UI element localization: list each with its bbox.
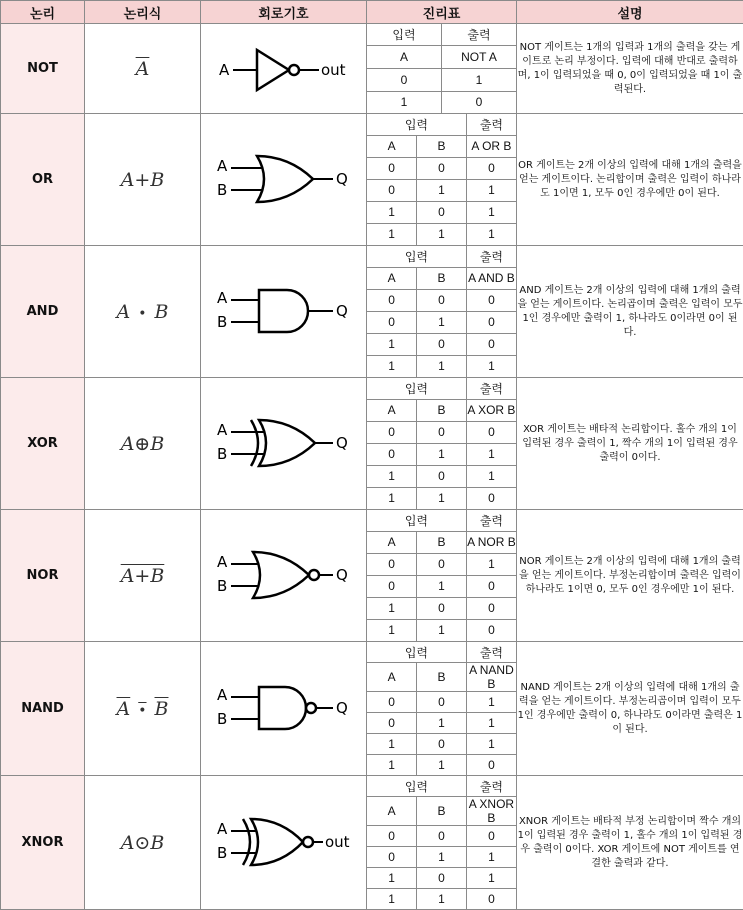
gate-description: XOR 게이트는 배타적 논리합이다. 홀수 개의 1이 입력된 경우 출력이 1, 짝수 개의 1이 입력된 경우 출력이 0이다. xyxy=(517,378,743,510)
gate-description: OR 게이트는 2개 이상의 입력에 대해 1개의 출력을 얻는 게이트이다. 논리합이며 출력은 입력이 하나라도 1이면 1, 모두 0인 경우에만 0이 된다. xyxy=(517,114,743,246)
symbol-label: B xyxy=(217,577,227,595)
truth-table-cell xyxy=(367,642,517,776)
truth-table-cell-value: 0 xyxy=(417,553,467,575)
or-gate-symbol xyxy=(201,114,367,246)
header-logic: 논리 xyxy=(1,1,85,24)
gate-name: NOR xyxy=(1,510,85,642)
truth-table-cell-value: 1 xyxy=(417,889,467,910)
truth-table-cell-value: 1 xyxy=(466,201,516,223)
gate-description: NAND 게이트는 2개 이상의 입력에 대해 1개의 출력을 얻는 게이트이다. 부정논리곱이며 입력이 모두 1인 경우에만 출력이 0, 하나라도 0이라면 출력은 1이 된다. xyxy=(517,642,743,776)
truth-table-cell-value: 출력 xyxy=(466,776,516,797)
truth-table-row xyxy=(367,663,516,692)
gate-row-and xyxy=(1,246,743,378)
gate-expression: A • B xyxy=(85,642,201,776)
gate-name: XOR xyxy=(1,378,85,510)
gate-expression: A+B xyxy=(85,114,201,246)
truth-table-row xyxy=(367,399,516,421)
truth-table-row xyxy=(367,487,516,509)
header-row xyxy=(1,1,743,24)
truth-table-row xyxy=(367,179,516,201)
truth-table-cell-value: 1 xyxy=(367,734,417,755)
truth-table-cell-value: 1 xyxy=(417,223,467,245)
truth-table-cell-value: 1 xyxy=(367,597,417,619)
xnor-gate-icon xyxy=(209,803,359,883)
truth-table-row xyxy=(367,797,516,826)
nand-gate-symbol xyxy=(201,642,367,776)
truth-table-cell-value: 1 xyxy=(367,333,417,355)
truth-table-cell-value: A xyxy=(367,46,442,69)
truth-table-row xyxy=(367,826,516,847)
truth-table-row xyxy=(367,510,516,531)
gate-description: AND 게이트는 2개 이상의 입력에 대해 1개의 출력을 얻는 게이트이다. 논리곱이며 출력은 입력이 모두 1인 경우에만 출력이 1, 하나라도 0이라면 0이 된다. xyxy=(517,246,743,378)
truth-table-row xyxy=(367,755,516,776)
truth-table-row xyxy=(367,289,516,311)
symbol-label: out xyxy=(325,833,350,851)
truth-table-cell-value: 1 xyxy=(367,201,417,223)
truth-table-cell-value: 출력 xyxy=(466,642,516,663)
gate-row-xor xyxy=(1,378,743,510)
truth-table-cell-value: 1 xyxy=(466,868,516,889)
symbol-label: B xyxy=(217,181,227,199)
symbol-label: A xyxy=(217,157,228,175)
xor-gate-symbol xyxy=(201,378,367,510)
gate-description: NOT 게이트는 1개의 입력과 1개의 출력을 갖는 게이트로 논리 부정이다. 입력에 대해 반대로 출력하며, 1이 입력되었을 때 0, 0이 입력되었을 때 1이 출력된다. xyxy=(517,24,743,114)
gate-row-not xyxy=(1,24,743,114)
gate-name: OR xyxy=(1,114,85,246)
truth-table-cell xyxy=(367,114,517,246)
truth-table-row xyxy=(367,333,516,355)
truth-table-cell-value: 0 xyxy=(466,889,516,910)
truth-table-cell xyxy=(367,378,517,510)
truth-table-cell-value: 1 xyxy=(466,734,516,755)
truth-table-cell-value: B xyxy=(417,399,467,421)
gate-row-nor xyxy=(1,510,743,642)
truth-table-row xyxy=(367,246,516,267)
truth-table-cell-value: 0 xyxy=(417,597,467,619)
gate-expression: A⊕B xyxy=(85,378,201,510)
not-gate-icon xyxy=(209,34,359,104)
truth-table-cell-value: 출력 xyxy=(466,378,516,399)
truth-table-cell-value: 0 xyxy=(466,755,516,776)
gate-name: AND xyxy=(1,246,85,378)
truth-table-row xyxy=(367,531,516,553)
and-gate-icon xyxy=(209,272,359,352)
truth-table-cell-value: 0 xyxy=(367,713,417,734)
truth-table-cell-value: 1 xyxy=(417,755,467,776)
and-operator-dot: • xyxy=(138,703,146,719)
truth-table-cell xyxy=(367,776,517,910)
symbol-label: A xyxy=(219,61,230,79)
truth-table-cell-value: 입력 xyxy=(367,776,466,797)
xnor-gate-symbol xyxy=(201,776,367,910)
truth-table-cell-value: B xyxy=(417,531,467,553)
gate-row-or xyxy=(1,114,743,246)
truth-table-cell-value: 1 xyxy=(442,68,517,91)
truth-table-row xyxy=(367,114,516,135)
truth-table-cell-value: A xyxy=(367,531,417,553)
truth-table-cell-value: 0 xyxy=(367,68,442,91)
truth-table-cell-value: 0 xyxy=(367,289,417,311)
truth-table-cell-value: 0 xyxy=(466,826,516,847)
and-operator-dot: • xyxy=(138,306,146,322)
truth-table-nand xyxy=(367,642,516,775)
truth-table-cell-value: 0 xyxy=(417,692,467,713)
truth-table-cell-value: 1 xyxy=(466,179,516,201)
truth-table-cell-value: 0 xyxy=(367,847,417,868)
truth-table-row xyxy=(367,311,516,333)
truth-table-cell-value: A OR B xyxy=(466,135,516,157)
truth-table-row xyxy=(367,713,516,734)
header-description: 설명 xyxy=(517,1,743,24)
truth-table-cell-value: 0 xyxy=(466,421,516,443)
xor-gate-icon xyxy=(209,404,359,484)
truth-table-cell-value: 입력 xyxy=(367,24,442,46)
truth-table-row xyxy=(367,889,516,910)
truth-table-row xyxy=(367,355,516,377)
truth-table-cell-value: 출력 xyxy=(442,24,517,46)
truth-table-row xyxy=(367,24,516,46)
gate-row-nand xyxy=(1,642,743,776)
truth-table-cell-value: B xyxy=(417,663,467,692)
truth-table-row xyxy=(367,597,516,619)
truth-table-cell-value: 0 xyxy=(466,575,516,597)
truth-table-row xyxy=(367,642,516,663)
truth-table-row xyxy=(367,575,516,597)
truth-table-cell-value: 0 xyxy=(466,289,516,311)
truth-table-row xyxy=(367,443,516,465)
truth-table-cell-value: 0 xyxy=(367,311,417,333)
truth-table-cell-value: 1 xyxy=(417,575,467,597)
truth-table-cell-value: 1 xyxy=(367,91,442,113)
truth-table-cell-value: 1 xyxy=(417,355,467,377)
truth-table-not xyxy=(367,24,516,113)
symbol-label: B xyxy=(217,710,227,728)
gate-name: XNOR xyxy=(1,776,85,910)
truth-table-row xyxy=(367,91,516,113)
truth-table-or xyxy=(367,114,516,245)
truth-table-row xyxy=(367,619,516,641)
truth-table-cell-value: 0 xyxy=(367,575,417,597)
truth-table-cell-value: 출력 xyxy=(466,114,516,135)
gate-description: NOR 게이트는 2개 이상의 입력에 대해 1개의 출력을 얻는 게이트이다. 부정논리합이며 출력은 입력이 하나라도 1이면 0, 모두 0인 경우에만 1이 된다. xyxy=(517,510,743,642)
truth-table-cell-value: 0 xyxy=(367,421,417,443)
symbol-label: A xyxy=(217,553,228,571)
truth-table-row xyxy=(367,553,516,575)
truth-table-row xyxy=(367,776,516,797)
truth-table-cell-value: 0 xyxy=(367,157,417,179)
truth-table-cell-value: B xyxy=(417,797,467,826)
truth-table-cell-value: 입력 xyxy=(367,642,466,663)
symbol-label: out xyxy=(321,61,346,79)
truth-table-nor xyxy=(367,510,516,641)
truth-table-cell-value: 0 xyxy=(466,487,516,509)
truth-table-cell-value: 0 xyxy=(417,868,467,889)
header-symbol: 회로기호 xyxy=(201,1,367,24)
symbol-label: Q xyxy=(336,699,348,717)
truth-table-cell-value: 1 xyxy=(367,868,417,889)
truth-table-cell-value: A XNOR B xyxy=(466,797,516,826)
gate-expression: A+B xyxy=(85,510,201,642)
truth-table-row xyxy=(367,157,516,179)
truth-table-cell-value: 1 xyxy=(417,311,467,333)
truth-table-row xyxy=(367,378,516,399)
truth-table-cell-value: 입력 xyxy=(367,114,466,135)
truth-table-cell-value: 0 xyxy=(466,311,516,333)
truth-table-cell-value: 0 xyxy=(417,421,467,443)
truth-table-cell-value: 출력 xyxy=(466,246,516,267)
truth-table-row xyxy=(367,692,516,713)
nor-gate-symbol xyxy=(201,510,367,642)
truth-table-cell-value: 0 xyxy=(442,91,517,113)
truth-table-cell-value: 1 xyxy=(466,692,516,713)
gate-description: XNOR 게이트는 배타적 부정 논리합이며 짝수 개의 1이 입력된 경우 출력이 1, 홀수 개의 1이 입력된 경우 출력이 0이다. XOR 게이트에 NOT 게이트를 연결한 출력과 같다. xyxy=(517,776,743,910)
truth-table-cell-value: 0 xyxy=(367,179,417,201)
truth-table-cell-value: 0 xyxy=(417,826,467,847)
truth-table-row xyxy=(367,847,516,868)
not-gate-symbol xyxy=(201,24,367,114)
truth-table-cell-value: 1 xyxy=(417,179,467,201)
symbol-label: A xyxy=(217,289,228,307)
truth-table-cell-value: 0 xyxy=(367,443,417,465)
truth-table-cell-value: 0 xyxy=(466,619,516,641)
header-truth-table: 진리표 xyxy=(367,1,517,24)
truth-table-cell-value: A AND B xyxy=(466,267,516,289)
truth-table-cell-value: 0 xyxy=(367,553,417,575)
truth-table-cell-value: 0 xyxy=(417,333,467,355)
truth-table-cell-value: A xyxy=(367,797,417,826)
truth-table-cell-value: 1 xyxy=(367,465,417,487)
truth-table-cell-value: 출력 xyxy=(466,510,516,531)
truth-table-cell-value: 1 xyxy=(466,847,516,868)
truth-table-cell-value: A NAND B xyxy=(466,663,516,692)
gate-name: NAND xyxy=(1,642,85,776)
truth-table-cell-value: 1 xyxy=(466,355,516,377)
truth-table-cell-value: 1 xyxy=(466,713,516,734)
truth-table-row xyxy=(367,46,516,69)
truth-table-cell-value: 1 xyxy=(367,355,417,377)
symbol-label: A xyxy=(217,686,228,704)
truth-table-cell-value: A NOR B xyxy=(466,531,516,553)
gate-name: NOT xyxy=(1,24,85,114)
truth-table-cell-value: 1 xyxy=(466,223,516,245)
truth-table-cell xyxy=(367,510,517,642)
truth-table-row xyxy=(367,421,516,443)
symbol-label: Q xyxy=(336,434,348,452)
truth-table-cell-value: 입력 xyxy=(367,246,466,267)
truth-table-cell-value: 입력 xyxy=(367,378,466,399)
truth-table-cell-value: 1 xyxy=(367,755,417,776)
truth-table-cell-value: 1 xyxy=(367,619,417,641)
truth-table-cell-value: 1 xyxy=(417,487,467,509)
truth-table-cell-value: A xyxy=(367,399,417,421)
or-gate-icon xyxy=(209,140,359,220)
truth-table-cell-value: NOT A xyxy=(442,46,517,69)
truth-table-cell-value: 0 xyxy=(367,692,417,713)
symbol-label: B xyxy=(217,844,227,862)
symbol-label: Q xyxy=(336,302,348,320)
nor-gate-icon xyxy=(209,536,359,616)
truth-table-cell-value: A xyxy=(367,267,417,289)
truth-table-cell-value: 1 xyxy=(367,223,417,245)
truth-table-xor xyxy=(367,378,516,509)
symbol-label: Q xyxy=(336,170,348,188)
truth-table-cell-value: A xyxy=(367,663,417,692)
truth-table-cell-value: A xyxy=(367,135,417,157)
truth-table-row xyxy=(367,465,516,487)
gate-expression: $\overline{A}$ xyxy=(85,24,201,114)
truth-table-cell-value: B xyxy=(417,135,467,157)
truth-table-row xyxy=(367,223,516,245)
truth-table-cell xyxy=(367,246,517,378)
symbol-label: A xyxy=(217,820,228,838)
truth-table-row xyxy=(367,267,516,289)
truth-table-cell-value: A XOR B xyxy=(466,399,516,421)
truth-table-row xyxy=(367,68,516,91)
truth-table-row xyxy=(367,868,516,889)
truth-table-cell-value: 0 xyxy=(466,333,516,355)
header-expression: 논리식 xyxy=(85,1,201,24)
truth-table-and xyxy=(367,246,516,377)
nand-gate-icon xyxy=(209,669,359,749)
truth-table-cell-value: 0 xyxy=(466,597,516,619)
gate-row-xnor xyxy=(1,776,743,910)
truth-table-cell-value: 0 xyxy=(417,201,467,223)
truth-table-cell-value: B xyxy=(417,267,467,289)
gate-expression: A⊙B xyxy=(85,776,201,910)
truth-table-cell-value: 1 xyxy=(466,465,516,487)
gate-expression: A • B xyxy=(85,246,201,378)
truth-table-cell-value: 0 xyxy=(417,465,467,487)
truth-table-cell-value: 0 xyxy=(417,734,467,755)
truth-table-cell-value: 입력 xyxy=(367,510,466,531)
truth-table-cell-value: 1 xyxy=(417,713,467,734)
truth-table-cell-value: 0 xyxy=(466,157,516,179)
truth-table-cell-value: 1 xyxy=(417,847,467,868)
truth-table-row xyxy=(367,135,516,157)
truth-table-cell-value: 0 xyxy=(367,826,417,847)
truth-table-cell xyxy=(367,24,517,114)
truth-table-cell-value: 1 xyxy=(367,487,417,509)
symbol-label: B xyxy=(217,313,227,331)
truth-table-cell-value: 1 xyxy=(417,619,467,641)
truth-table-cell-value: 0 xyxy=(417,289,467,311)
truth-table-cell-value: 1 xyxy=(417,443,467,465)
truth-table-cell-value: 1 xyxy=(367,889,417,910)
truth-table-row xyxy=(367,734,516,755)
truth-table-row xyxy=(367,201,516,223)
and-gate-symbol xyxy=(201,246,367,378)
truth-table-cell-value: 1 xyxy=(466,443,516,465)
truth-table-xnor xyxy=(367,776,516,909)
symbol-label: A xyxy=(217,421,228,439)
truth-table-cell-value: 1 xyxy=(466,553,516,575)
truth-table-cell-value: 0 xyxy=(417,157,467,179)
symbol-label: B xyxy=(217,445,227,463)
symbol-label: Q xyxy=(336,566,348,584)
